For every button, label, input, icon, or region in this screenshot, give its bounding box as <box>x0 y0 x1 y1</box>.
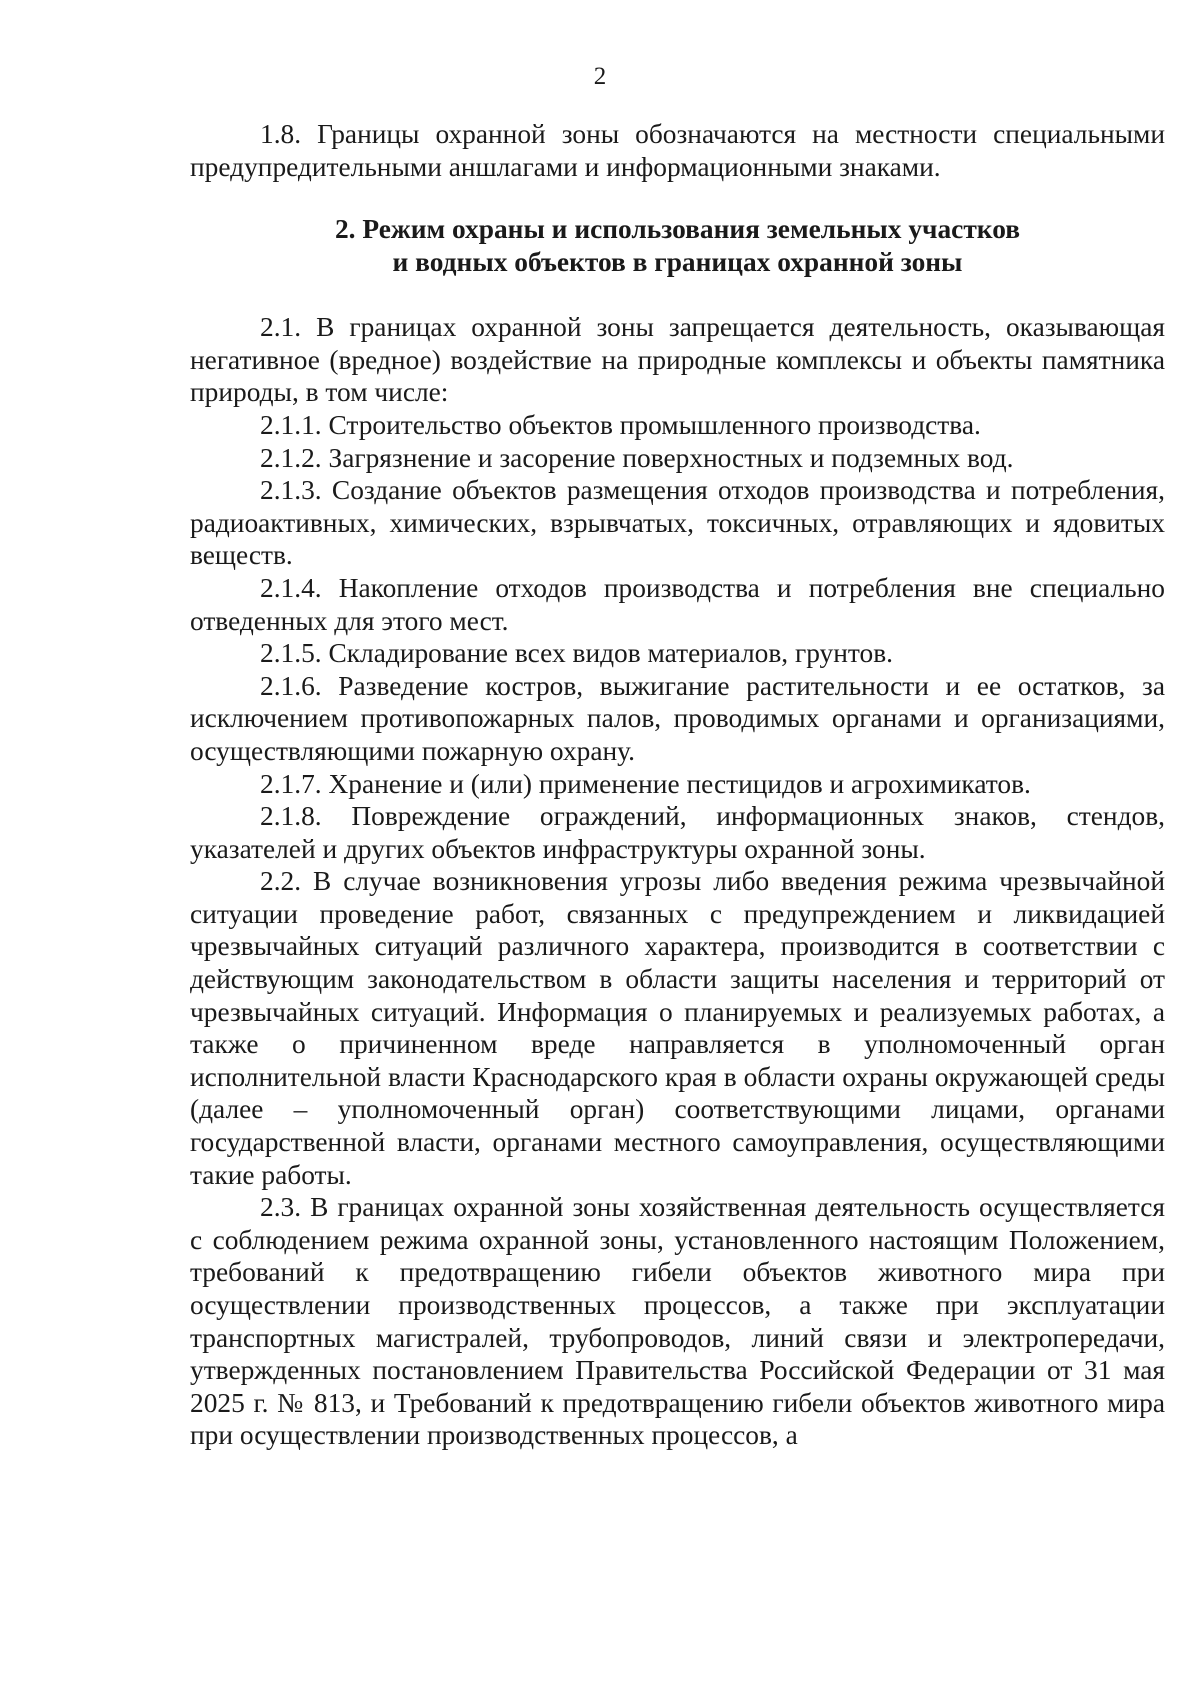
paragraph-2-1-8: 2.1.8. Повреждение ограждений, информационных знаков, стендов, указателей и других объектов инфраструктуры охранной зоны. <box>190 801 1165 864</box>
paragraph-2-2: 2.2. В случае возникновения угрозы либо введения режима чрезвычайной ситуации проведение работ, связанных с предупреждением и ликвидацией чрезвычайных ситуаций различного характера, производится в соответствии с действующим законодательством в области защиты населения и территорий от чрезвычайных ситуаций. Информация о планируемых и реализуемых работах, а также о причиненном вреде направляется в уполномоченный орган исполнительной власти Краснодарского края в области охраны окружающей среды (далее – уполномоченный орган) соответствующими лицами, органами государственной власти, органами местного самоуправления, осуществляющими такие работы. <box>190 866 1165 1190</box>
paragraph-2-1-3: 2.1.3. Создание объектов размещения отходов производства и потребления, радиоактивных, химических, взрывчатых, токсичных, отравляющих и ядовитых веществ. <box>190 475 1165 571</box>
paragraph-1-8: 1.8. Границы охранной зоны обозначаются на местности специальными предупредительными аншлагами и информационными знаками. <box>190 119 1165 182</box>
paragraph-2-1-4: 2.1.4. Накопление отходов производства и потребления вне специально отведенных для этого мест. <box>190 572 1165 636</box>
paragraph-2-1-5: 2.1.5. Складирование всех видов материалов, грунтов. <box>260 638 893 669</box>
paragraph-2-1-2: 2.1.2. Загрязнение и засорение поверхностных и подземных вод. <box>260 442 1014 473</box>
section-2-heading-line-1: 2. Режим охраны и использования земельных участков <box>334 214 1021 245</box>
document-body <box>190 118 1165 1452</box>
section-2-heading <box>190 213 1165 279</box>
paragraph-2-3: 2.3. В границах охранной зоны хозяйственная деятельность осуществляется с соблюдением режима охранной зоны, установленного настоящим Положением, требований к предотвращению гибели объектов животного мира при осуществлении производственных процессов, а также при эксплуатации транспортных магистралей, трубопроводов, линий связи и электропередачи, утвержденных постановлением Правительства Российской Федерации от 31 мая 2025 г. № 813, и Требований к предотвращению гибели объектов животного мира при осуществлении производственных процессов, а <box>190 1192 1165 1451</box>
paragraph-2-1-1: 2.1.1. Строительство объектов промышленного производства. <box>260 409 981 440</box>
paragraph-2-1-6: 2.1.6. Разведение костров, выжигание растительности и ее остатков, за исключением противопожарных палов, проводимых органами и организациями, осуществляющими пожарную охрану. <box>190 670 1165 766</box>
paragraph-2-1: 2.1. В границах охранной зоны запрещается деятельность, оказывающая негативное (вредное) воздействие на природные комплексы и объекты памятника природы, в том числе: <box>190 312 1165 408</box>
section-2-heading-line-2: и водных объектов в границах охранной зоны <box>392 247 963 278</box>
paragraph-2-1-7: 2.1.7. Хранение и (или) применение пестицидов и агрохимикатов. <box>260 768 1031 799</box>
page-number: 2 <box>593 63 607 90</box>
